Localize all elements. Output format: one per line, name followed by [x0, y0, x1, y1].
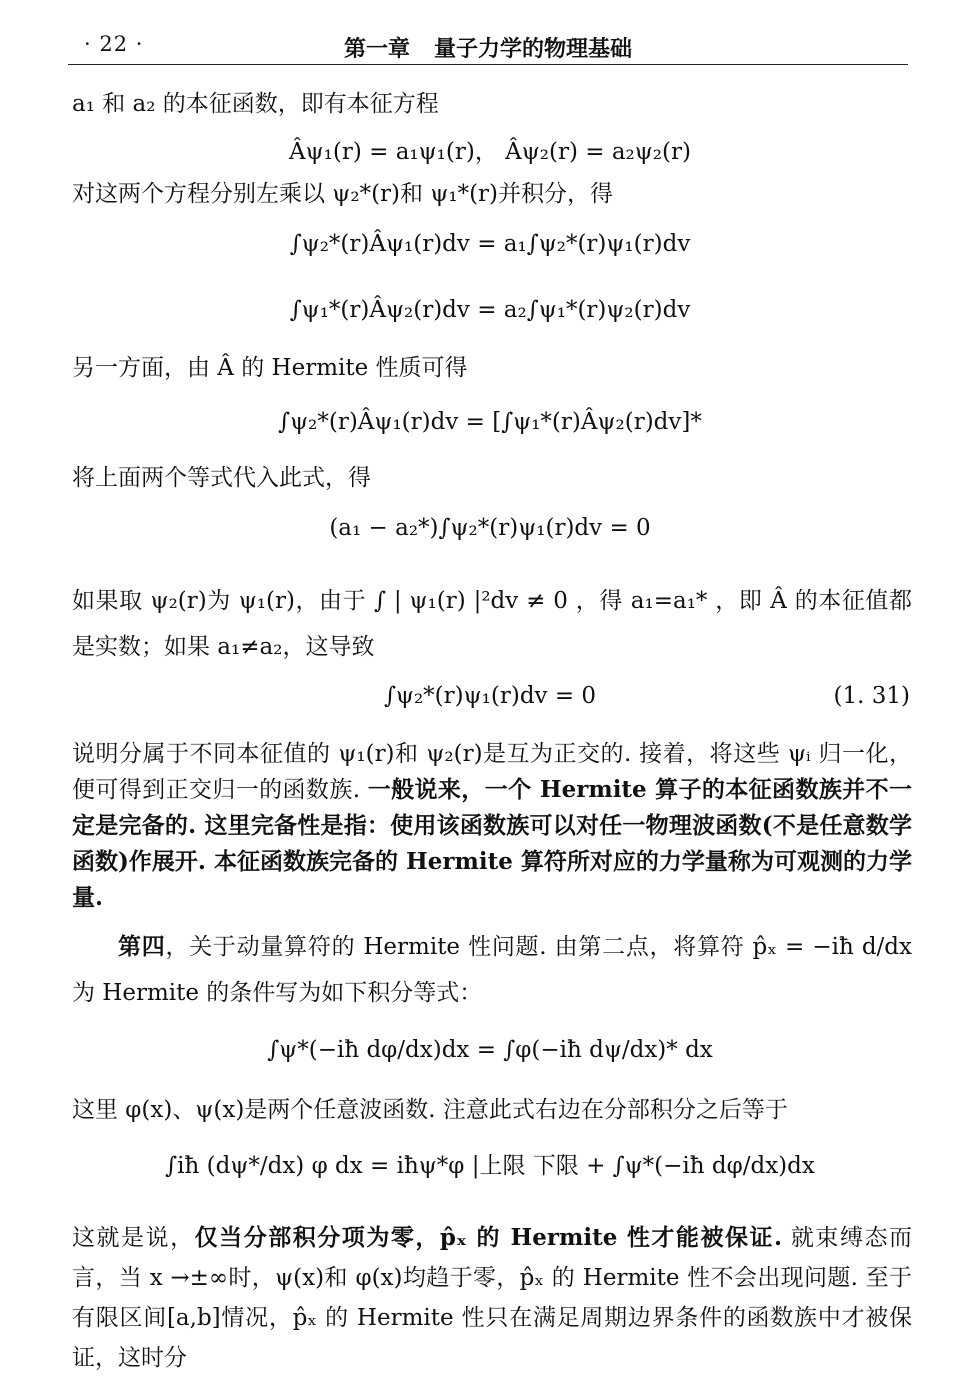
- equation-orthogonality-body: ∫ψ₂*(r)ψ₁(r)dv = 0: [383, 683, 597, 709]
- chapter-label: 第一章: [343, 36, 410, 62]
- equation-hermite: ∫ψ₂*(r)Âψ₁(r)dv = [∫ψ₁*(r)Âψ₂(r)dv]*: [278, 409, 702, 435]
- text-line-2: 对这两个方程分别左乘以 ψ₂*(r)和 ψ₁*(r)并积分，得: [72, 181, 614, 207]
- equation-difference: (a₁ − a₂*)∫ψ₂*(r)ψ₁(r)dv = 0: [329, 515, 651, 541]
- text-line-3: 另一方面，由 Â 的 Hermite 性质可得: [72, 355, 468, 381]
- paragraph-boundary: [72, 1218, 912, 1378]
- equation-orthogonality: [0, 674, 980, 718]
- paragraph-boundary-text: 就束缚态而言，当 x →±∞时，ψ(x)和 φ(x)均趋于零，p̂ₓ 的 Hermite 性不会出现问题. 至于有限区间[a,b]情况，p̂ₓ 的 Hermite 性只在满足周期边界条件的函数族中才被保证，这时分: [72, 1225, 912, 1371]
- paragraph-orthonormal-text: 说明分属于不同本征值的 ψ₁(r)和 ψ₂(r)是互为正交的. 接着，将这些 ψᵢ 归一化，便可得到正交归一的函数族.: [72, 741, 912, 803]
- paragraph-momentum: [72, 924, 912, 1016]
- equation-integral-2: ∫ψ₁*(r)Âψ₂(r)dv = a₂∫ψ₁*(r)ψ₂(r)dv: [289, 297, 691, 323]
- page-number: · 22 ·: [84, 32, 144, 56]
- equation-momentum-hermite: ∫ψ*(−iħ dφ/dx)dx = ∫φ(−iħ dψ/dx)* dx: [267, 1037, 713, 1063]
- paragraph-real-eigenvalues: 如果取 ψ₂(r)为 ψ₁(r)，由于 ∫ | ψ₁(r) |²dv ≠ 0 ，得 a₁=a₁* ，即 Â 的本征值都是实数；如果 a₁≠a₂，这导致: [72, 588, 912, 660]
- text-line-1: a₁ 和 a₂ 的本征函数，即有本征方程: [72, 91, 439, 117]
- equation-eigen: Âψ₁(r) = a₁ψ₁(r)， Âψ₂(r) = a₂ψ₂(r): [289, 139, 691, 165]
- equation-integral-1: ∫ψ₂*(r)Âψ₁(r)dv = a₁∫ψ₂*(r)ψ₁(r)dv: [289, 231, 691, 257]
- paragraph-momentum-text: ，关于动量算符的 Hermite 性问题. 由第二点，将算符 p̂ₓ = −iħ d/dx 为 Hermite 的条件写为如下积分等式：: [72, 934, 912, 1006]
- paragraph-orthonormal: [72, 736, 912, 916]
- paragraph-boundary-lead: 这就是说，: [72, 1225, 195, 1251]
- section-point-four: 第四: [118, 933, 166, 960]
- chapter-heading: [68, 32, 908, 63]
- text-line-4: 将上面两个等式代入此式，得: [72, 465, 371, 491]
- chapter-title: 量子力学的物理基础: [434, 36, 633, 62]
- equation-integration-by-parts: ∫iħ (dψ*/dx) φ dx = iħψ*φ |上限 下限 + ∫ψ*(−iħ dφ/dx)dx: [165, 1153, 815, 1179]
- paragraph-boundary-bold: 仅当分部积分项为零，p̂ₓ 的 Hermite 性才能被保证.: [194, 1224, 783, 1251]
- text-line-5: 这里 φ(x)、ψ(x)是两个任意波函数. 注意此式右边在分部积分之后等于: [72, 1097, 788, 1123]
- paragraph-completeness-bold: 一般说来，一个 Hermite 算子的本征函数族并不一定是完备的. 这里完备性是指：使用该函数族可以对任一物理波函数(不是任意数学函数)作展开. 本征函数族完备的 Hermite 算符所对应的力学量称为可观测的力学量.: [72, 776, 913, 911]
- page-header: [68, 28, 908, 65]
- equation-number: (1. 31): [833, 683, 910, 709]
